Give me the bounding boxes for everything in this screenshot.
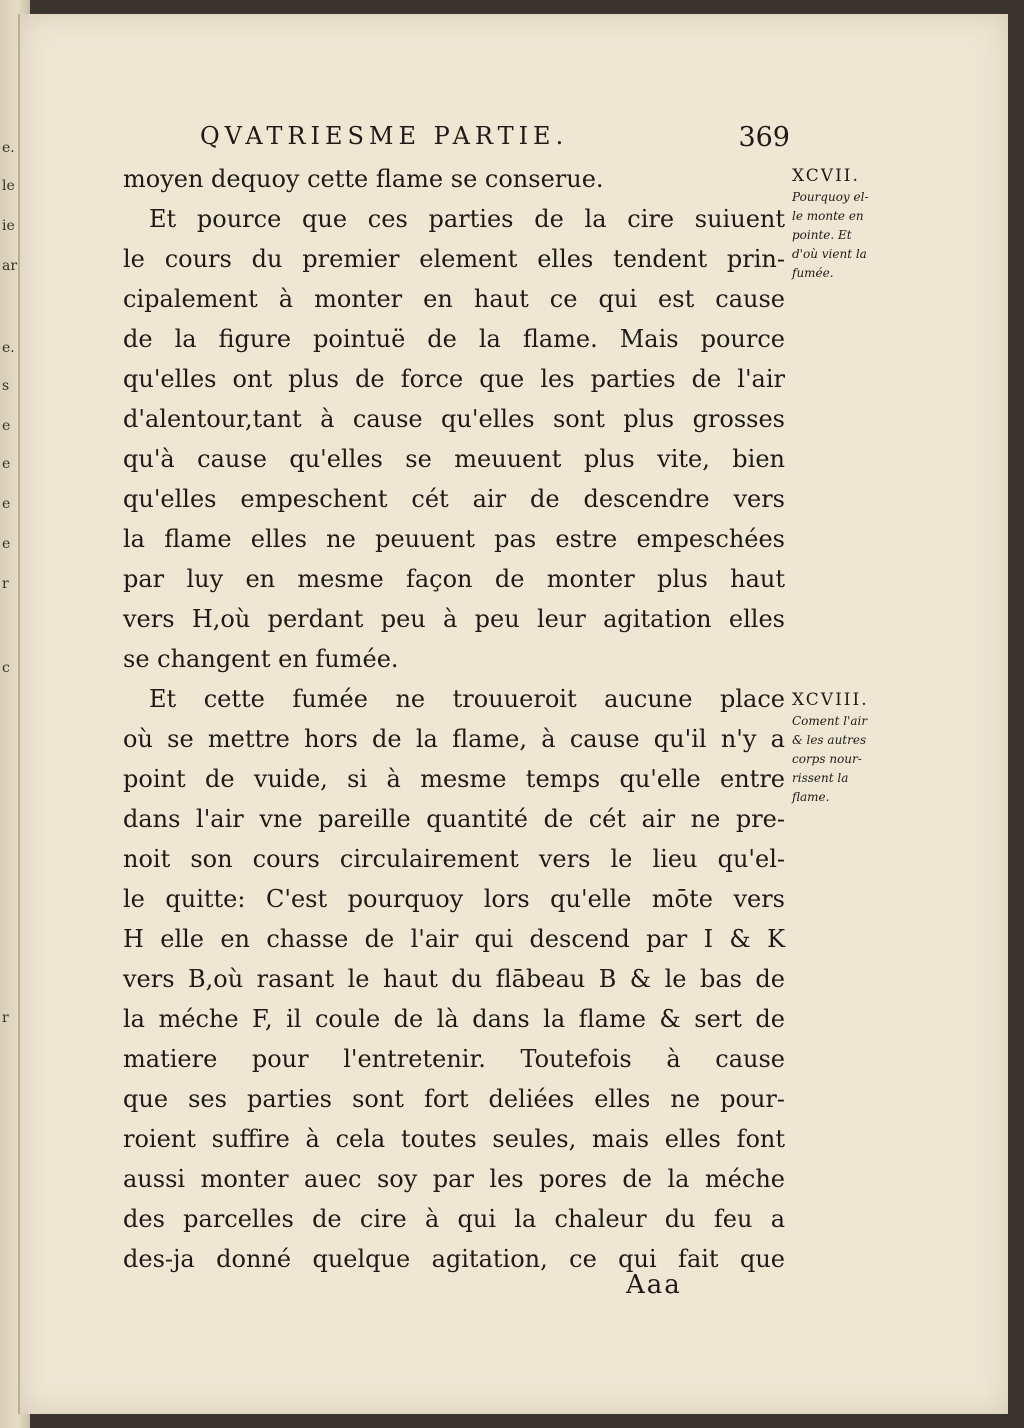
page-number: 369 <box>738 122 790 153</box>
book-page <box>18 14 1008 1414</box>
text-line: H elle en chasse de l'air qui descend par I & K <box>123 925 785 953</box>
signature-mark: Aaa <box>626 1270 682 1300</box>
marginal-note-line: le monte en <box>792 209 864 223</box>
text-line: moyen dequoy cette flame se conserue. <box>123 165 604 193</box>
text-line: noit son cours circulairement vers le lieu qu'el- <box>123 845 785 873</box>
edge-fragment: e <box>2 496 11 512</box>
text-line: vers H,où perdant peu à peu leur agitation elles <box>123 605 785 633</box>
text-line: de la figure pointuë de la flame. Mais pource <box>123 325 785 353</box>
marginal-note-line: pointe. Et <box>792 228 852 242</box>
text-line: où se mettre hors de la flame, à cause qu'il n'y a <box>123 725 785 753</box>
main-text-block <box>123 159 785 1279</box>
edge-fragment: e. <box>2 340 15 356</box>
marginal-note <box>792 166 912 283</box>
text-line: point de vuide, si à mesme temps qu'elle entre <box>123 765 785 793</box>
text-line: Et cette fumée ne trouueroit aucune place <box>149 685 785 713</box>
text-line: d'alentour,tant à cause qu'elles sont plus grosses <box>123 405 785 433</box>
edge-fragment: s <box>2 378 10 394</box>
marginal-note-line: Pourquoy el- <box>792 190 869 204</box>
marginal-note-line: rissent la <box>792 771 849 785</box>
edge-fragment: e <box>2 536 11 552</box>
text-line: cipalement à monter en haut ce qui est cause <box>123 285 785 313</box>
edge-fragment: ar <box>2 258 18 274</box>
marginal-note-line: flame. <box>792 790 830 804</box>
marginal-note-line: Coment l'air <box>792 714 868 728</box>
text-line: se changent en fumée. <box>123 645 399 673</box>
marginal-note-line: d'où vient la <box>792 247 867 261</box>
edge-fragment: e <box>2 418 11 434</box>
edge-fragment: e. <box>2 140 15 156</box>
text-line: dans l'air vne pareille quantité de cét air ne pre- <box>123 805 785 833</box>
marginal-note-number: XCVIII. <box>792 690 869 710</box>
edge-fragment: e <box>2 456 11 472</box>
text-line: qu'à cause qu'elles se meuuent plus vite, bien <box>123 445 785 473</box>
text-line: le cours du premier element elles tendent prin- <box>123 245 785 273</box>
text-line: qu'elles empeschent cét air de descendre vers <box>123 485 785 513</box>
marginal-note-line: fumée. <box>792 266 834 280</box>
marginal-note-number: XCVII. <box>792 166 860 186</box>
text-line: roient suffire à cela toutes seules, mais elles font <box>123 1125 785 1153</box>
edge-fragment: c <box>2 660 10 676</box>
edge-fragment: le <box>2 178 15 194</box>
text-line: aussi monter auec soy par les pores de la méche <box>123 1165 785 1193</box>
marginal-note <box>792 690 912 807</box>
running-head <box>200 122 790 158</box>
text-line: matiere pour l'entretenir. Toutefois à cause <box>123 1045 785 1073</box>
text-line: la flame elles ne peuuent pas estre empeschées <box>123 525 785 553</box>
text-line: Et pource que ces parties de la cire suiuent <box>149 205 785 233</box>
text-line: vers B,où rasant le haut du flābeau B & le bas de <box>123 965 785 993</box>
marginal-note-line: & les autres <box>792 733 867 747</box>
text-line: qu'elles ont plus de force que les parties de l'air <box>123 365 785 393</box>
text-line: des-ja donné quelque agitation, ce qui fait que <box>123 1245 785 1273</box>
text-line: la méche F, il coule de là dans la flame & sert de <box>123 1005 785 1033</box>
running-title: QVATRIESME PARTIE. <box>200 122 569 150</box>
text-line: le quitte: C'est pourquoy lors qu'elle mōte vers <box>123 885 785 913</box>
text-line: par luy en mesme façon de monter plus haut <box>123 565 785 593</box>
text-line: que ses parties sont fort deliées elles ne pour- <box>123 1085 785 1113</box>
text-line: des parcelles de cire à qui la chaleur du feu a <box>123 1205 785 1233</box>
edge-fragment: r <box>2 576 9 592</box>
edge-fragment: r <box>2 1010 9 1026</box>
marginal-note-line: corps nour- <box>792 752 862 766</box>
edge-fragment: ie <box>2 218 15 234</box>
